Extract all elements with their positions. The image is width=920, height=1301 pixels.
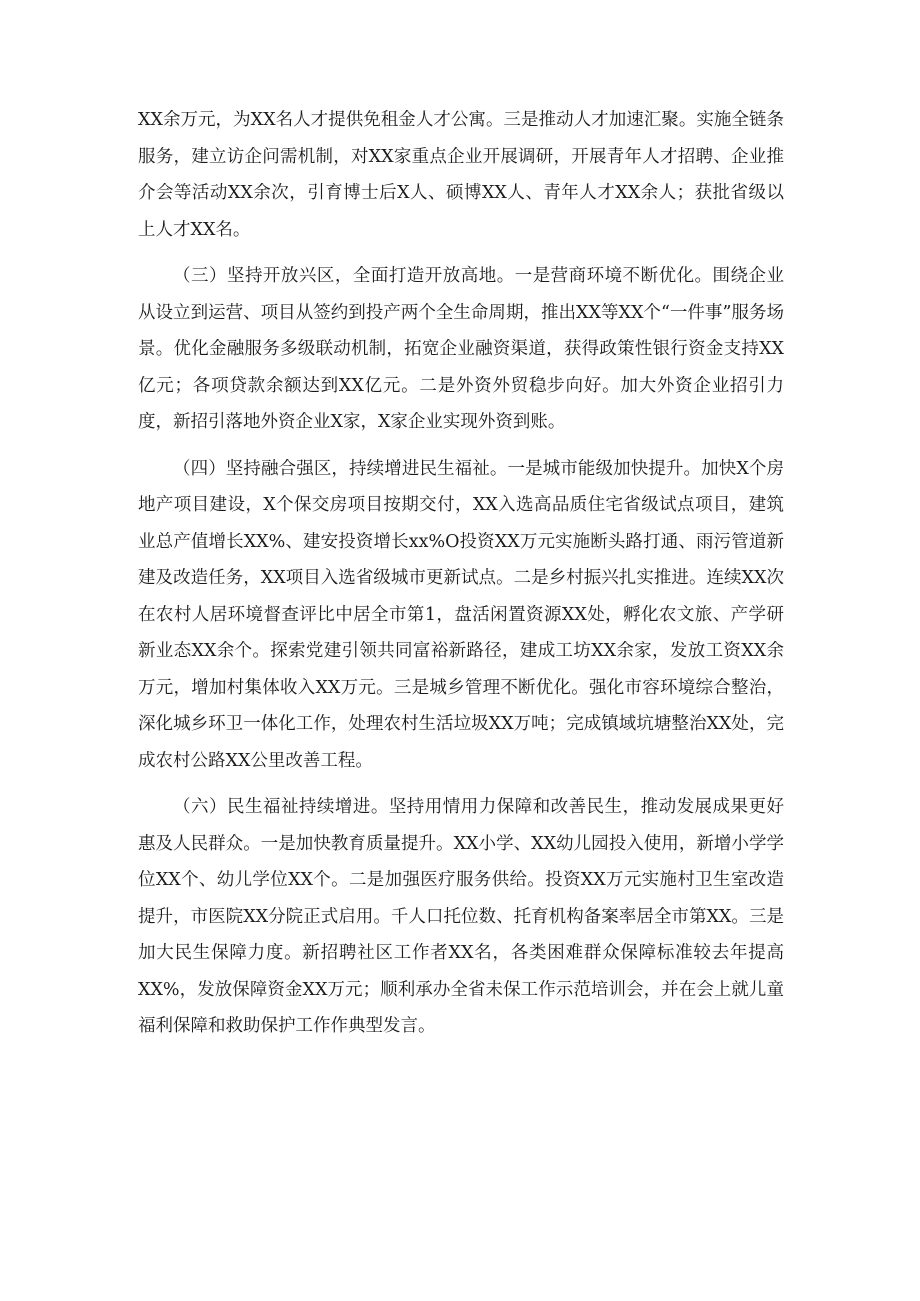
paragraph-livelihood: （六）民生福祉持续增进。坚持用情用力保障和改善民生，推动发展成果更好惠及人民群众。一是加快教育质量提升。XX小学、XX幼儿园投入使用，新增小学学位XX个、幼儿学位XX个。二是加强医疗服务供给。投资XX万元实施村卫生室改造提升，市医院XX分院正式启用。千人口托位数、托育机构备案率居全市第XX。三是加大民生保障力度。新招聘社区工作者XX名，各类困难群众保障标准较去年提高XX%，发放保障资金XX万元；顺利承办全省未保工作示范培训会，并在会上就儿童福利保障和救助保护工作作典型发言。 <box>138 797 784 1036</box>
document-body <box>138 102 784 1055</box>
paragraph-integration: （四）坚持融合强区，持续增进民生福祉。一是城市能级加快提升。加快X个房地产项目建设，X个保交房项目按期交付，XX入选高品质住宅省级试点项目，建筑业总产值增长XX%、建安投资增长xx%O投资XX万元实施断头路打通、雨污管道新建及改造任务，XX项目入选省级城市更新试点。二是乡村振兴扎实推进。连续XX次在农村人居环境督查评比中居全市第1，盘活闲置资源XX处，孵化农文旅、产学研新业态XX余个。探索党建引领共同富裕新路径，建成工坊XX余家，发放工资XX余万元，增加村集体收入XX万元。三是城乡管理不断优化。强化市容环境综合整治，深化城乡环卫一体化工作，处理农村生活垃圾XX万吨；完成镇域坑塘整治XX处，完成农村公路XX公里改善工程。 <box>138 458 784 771</box>
paragraph-talent-continuation: XX余万元，为XX名人才提供免租金人才公寓。三是推动人才加速汇聚。实施全链条服务，建立访企问需机制，对XX家重点企业开展调研，开展青年人才招聘、企业推介会等活动XX余次，引育博士后X人、硕博XX人、青年人才XX余人；获批省级以上人才XX名。 <box>138 110 784 240</box>
paragraph-opening-up: （三）坚持开放兴区，全面打造开放高地。一是营商环境不断优化。围绕企业从设立到运营、项目从签约到投产两个全生命周期，推出XX等XX个“一件事”服务场景。优化金融服务多级联动机制，拓宽企业融资渠道，获得政策性银行资金支持XX亿元；各项贷款余额达到XX亿元。二是外资外贸稳步向好。加大外资企业招引力度，新招引落地外资企业X家，X家企业实现外资到账。 <box>138 266 784 432</box>
